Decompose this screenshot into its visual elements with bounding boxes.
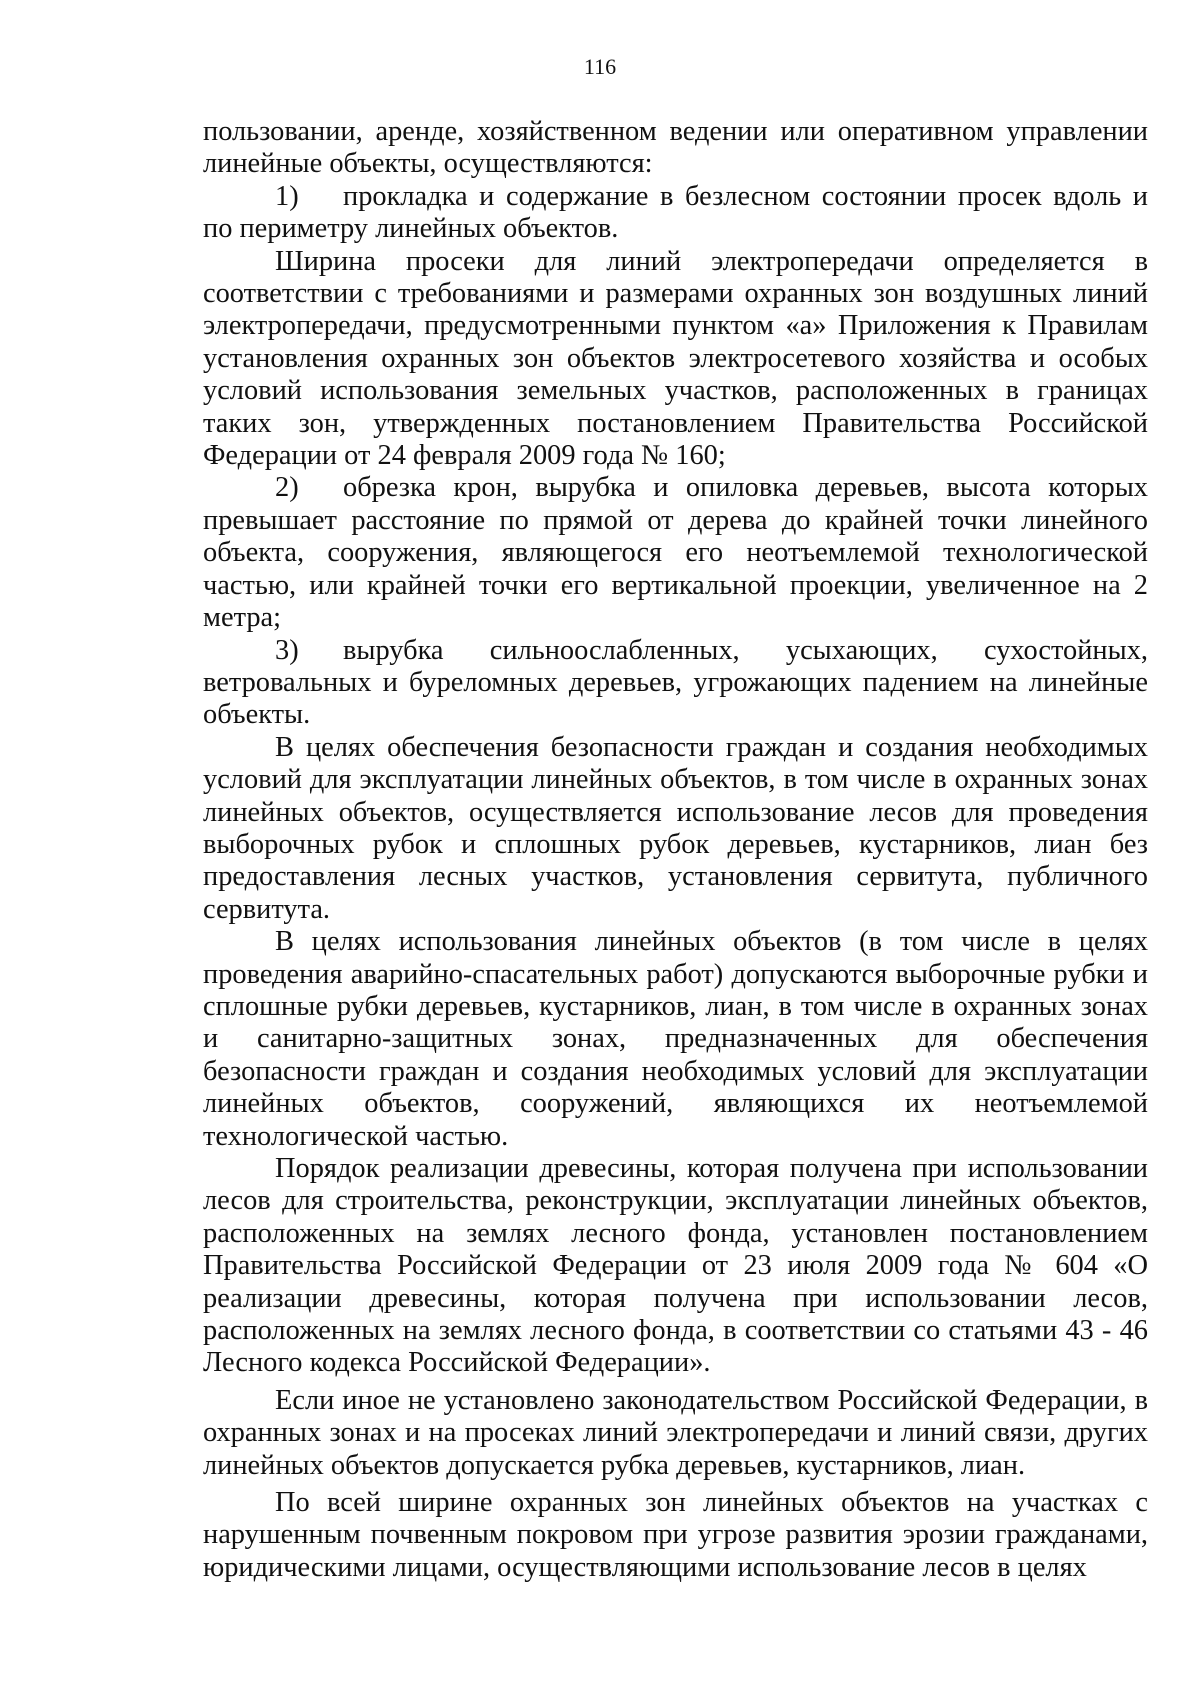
page-number: 116	[583, 54, 617, 79]
paragraph-continuation: пользовании, аренде, хозяйственном ведении или оперативном управлении линейные объекты, осуществляются:	[203, 116, 1148, 180]
list-item-text: обрезка крон, вырубка и опиловка деревьев, высота которых превышает расстояние по прямой от дерева до крайней точки линейного объекта, сооружения, являющегося его неотъемлемой технологической частью, или крайней точки его вертикальной проекции, увеличенное на 2 метра;	[203, 472, 1148, 634]
list-item-number: 3)	[275, 634, 299, 666]
paragraph-erosion: По всей ширине охранных зон линейных объектов на участках с нарушенным почвенным покровом при угрозе развития эрозии гражданами, юридическими лицами, осуществляющими использование лесов в целях	[203, 1487, 1148, 1583]
paragraph-emergency-works: В целях использования линейных объектов (в том числе в целях проведения аварийно-спасательных работ) допускаются выборочные рубки и сплошные рубки деревьев, кустарников, лиан, в том числе в охранных зонах и санитарно-защитных зонах, предназначенных для обеспечения безопасности граждан и создания необходимых условий для эксплуатации линейных объектов, сооружений, являющихся их неотъемлемой технологической частью.	[203, 926, 1148, 1152]
list-item-number: 2)	[275, 472, 299, 504]
paragraph-timber-sale: Порядок реализации древесины, которая получена при использовании лесов для строительства, реконструкции, эксплуатации линейных объектов, расположенных на землях лесного фонда, установлен постановлением Правительства Российской Федерации от 23 июля 2009 года № 604 «О реализации древесины, которая получена при использовании лесов, расположенных на землях лесного фонда, в соответствии со статьями 43 - 46 Лесного кодекса Российской Федерации».	[203, 1153, 1148, 1379]
paragraph-clearing-width: Ширина просеки для линий электропередачи определяется в соответствии с требованиями и размерами охранных зон воздушных линий электропередачи, предусмотренными пунктом «а» Приложения к Правилам установления охранных зон объектов электросетевого хозяйства и особых условий использования земельных участков, расположенных в границах таких зон, утвержденных постановлением Правительства Российской Федерации от 24 февраля 2009 года № 160;	[203, 245, 1148, 472]
list-item-2	[203, 472, 1148, 634]
paragraph-safety: В целях обеспечения безопасности граждан и создания необходимых условий для эксплуатации линейных объектов, в том числе в охранных зонах линейных объектов, осуществляется использование лесов для проведения выборочных рубок и сплошных рубок деревьев, кустарников, лиан без предоставления лесных участков, установления сервитута, публичного сервитута.	[203, 731, 1148, 925]
paragraph-cutting-allowed: Если иное не установлено законодательством Российской Федерации, в охранных зонах и на просеках линий электропередачи и линий связи, других линейных объектов допускается рубка деревьев, кустарников, лиан.	[203, 1384, 1148, 1481]
list-item-1	[203, 181, 1148, 246]
list-item-text: вырубка сильноослабленных, усыхающих, сухостойных, ветровальных и буреломных деревьев, угрожающих падением на линейные объекты.	[203, 634, 1148, 731]
list-item-3	[203, 635, 1148, 732]
document-body	[203, 116, 1148, 1584]
list-item-text: прокладка и содержание в безлесном состоянии просек вдоль и по периметру линейных объектов.	[203, 180, 1148, 245]
list-item-number: 1)	[275, 180, 299, 212]
